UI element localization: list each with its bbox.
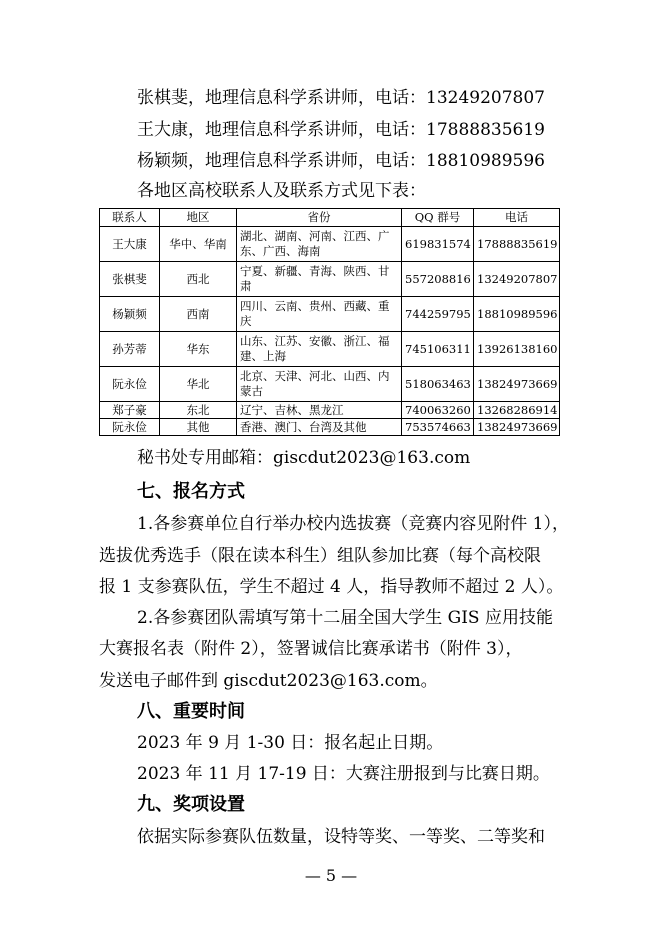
cell-qq: 619831574 <box>402 227 474 262</box>
cell-name: 郑子豪 <box>100 402 160 419</box>
cell-phone: 13824973669 <box>474 419 560 436</box>
header-provinces: 省份 <box>237 209 402 227</box>
contact-line: 杨颖频，地理信息科学系讲师，电话：18810989596 <box>137 151 545 171</box>
cell-phone: 13824973669 <box>474 367 560 402</box>
paragraph-line: 2023 年 9 月 1-30 日：报名起止日期。 <box>137 733 444 753</box>
contact-line: 王大康，地理信息科学系讲师，电话：17888835619 <box>137 120 545 140</box>
cell-qq: 753574663 <box>402 419 474 436</box>
cell-provinces: 宁夏、新疆、青海、陕西、甘肃 <box>237 262 402 297</box>
table-row <box>100 419 560 436</box>
paragraph-line: 2023 年 11 月 17-19 日：大赛注册报到与比赛日期。 <box>137 764 550 784</box>
paragraph-line: 选拔优秀选手（限在读本科生）组队参加比赛（每个高校限 <box>99 546 541 566</box>
paragraph-line: 报 1 支参赛队伍，学生不超过 4 人，指导教师不超过 2 人）。 <box>99 577 564 597</box>
table-row <box>100 402 560 419</box>
page-number: — 5 — <box>304 866 358 885</box>
cell-phone: 13926138160 <box>474 332 560 367</box>
cell-provinces: 香港、澳门、台湾及其他 <box>237 419 402 436</box>
cell-region: 西北 <box>160 262 237 297</box>
cell-region: 其他 <box>160 419 237 436</box>
cell-provinces: 辽宁、吉林、黑龙江 <box>237 402 402 419</box>
cell-provinces: 山东、江苏、安徽、浙江、福建、上海 <box>237 332 402 367</box>
cell-qq: 744259795 <box>402 297 474 332</box>
cell-provinces: 北京、天津、河北、山西、内蒙古 <box>237 367 402 402</box>
paragraph-line: 2.各参赛团队需填写第十二届全国大学生 GIS 应用技能 <box>137 608 553 628</box>
cell-name: 杨颖频 <box>100 297 160 332</box>
table-intro: 各地区高校联系人及联系方式见下表： <box>137 181 426 201</box>
section-9-heading: 九、奖项设置 <box>137 794 245 815</box>
cell-qq: 740063260 <box>402 402 474 419</box>
cell-phone: 17888835619 <box>474 227 560 262</box>
cell-region: 华东 <box>160 332 237 367</box>
cell-name: 王大康 <box>100 227 160 262</box>
cell-region: 华北 <box>160 367 237 402</box>
table-row <box>100 332 560 367</box>
cell-region: 华中、华南 <box>160 227 237 262</box>
cell-provinces: 湖北、湖南、河南、江西、广东、广西、海南 <box>237 227 402 262</box>
paragraph-line: 1.各参赛单位自行举办校内选拔赛（竞赛内容见附件 1）， <box>137 514 569 534</box>
header-region: 地区 <box>160 209 237 227</box>
table-row <box>100 227 560 262</box>
cell-provinces: 四川、云南、贵州、西藏、重庆 <box>237 297 402 332</box>
table-header-row <box>100 209 560 227</box>
contacts-table <box>99 208 560 436</box>
cell-name: 张棋斐 <box>100 262 160 297</box>
cell-name: 阮永俭 <box>100 367 160 402</box>
cell-qq: 557208816 <box>402 262 474 297</box>
cell-qq: 745106311 <box>402 332 474 367</box>
section-7-heading: 七、报名方式 <box>137 481 245 502</box>
cell-name: 孙芳蒂 <box>100 332 160 367</box>
contact-line: 张棋斐，地理信息科学系讲师，电话：13249207807 <box>137 88 545 108</box>
cell-phone: 13268286914 <box>474 402 560 419</box>
header-contact: 联系人 <box>100 209 160 227</box>
paragraph-line: 依据实际参赛队伍数量，设特等奖、一等奖、二等奖和 <box>137 827 545 847</box>
cell-region: 东北 <box>160 402 237 419</box>
cell-phone: 13249207807 <box>474 262 560 297</box>
secretariat-email: 秘书处专用邮箱：giscdut2023@163.com <box>137 448 471 468</box>
paragraph-line: 大赛报名表（附件 2），签署诚信比赛承诺书（附件 3）， <box>99 639 523 659</box>
table-row <box>100 367 560 402</box>
cell-qq: 518063463 <box>402 367 474 402</box>
cell-phone: 18810989596 <box>474 297 560 332</box>
cell-name: 阮永俭 <box>100 419 160 436</box>
section-8-heading: 八、重要时间 <box>137 701 245 722</box>
table-row <box>100 262 560 297</box>
table-row <box>100 297 560 332</box>
header-qq: QQ 群号 <box>402 209 474 227</box>
header-phone: 电话 <box>474 209 560 227</box>
cell-region: 西南 <box>160 297 237 332</box>
paragraph-line: 发送电子邮件到 giscdut2023@163.com。 <box>99 671 438 691</box>
